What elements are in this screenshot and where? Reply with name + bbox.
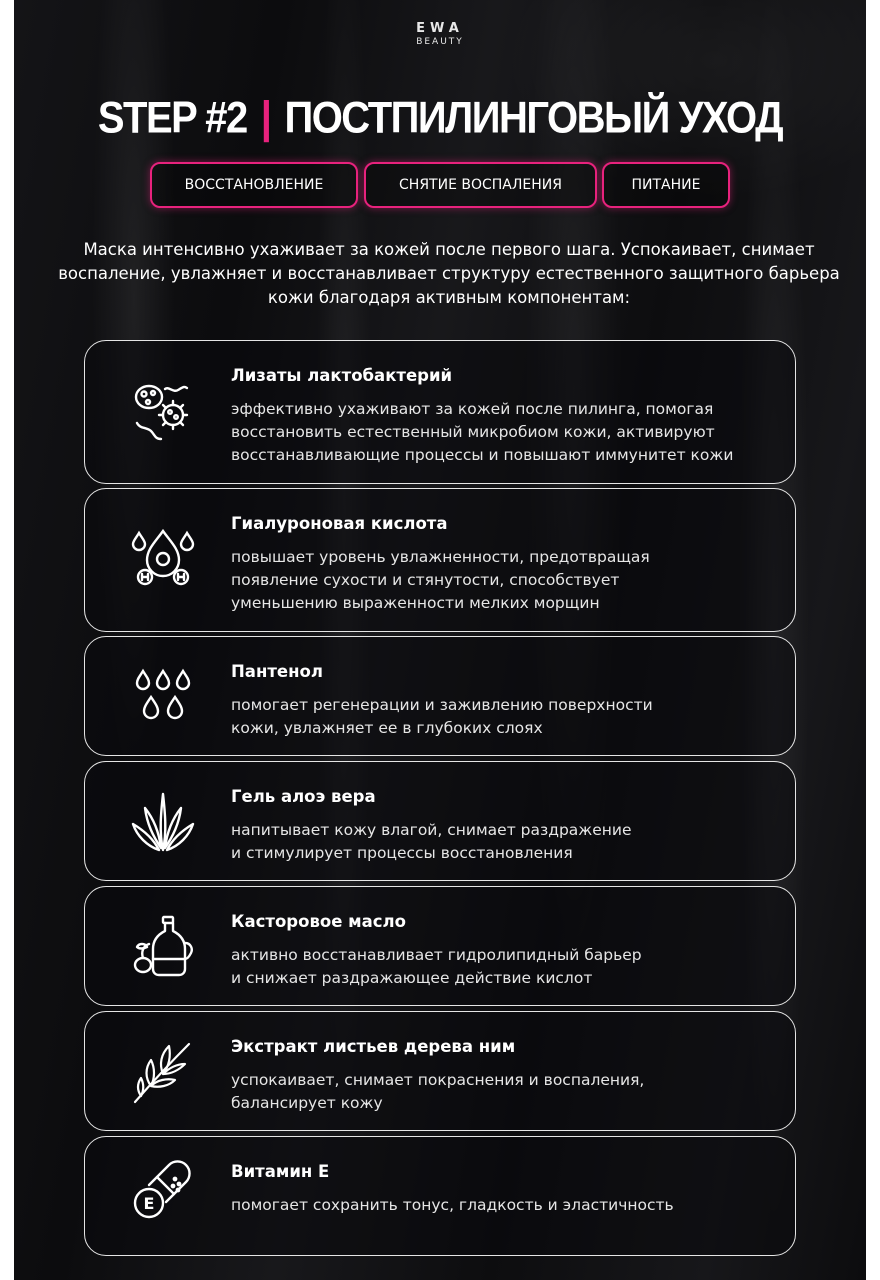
ingredient-card	[84, 886, 796, 1006]
title-separator: |	[260, 93, 271, 143]
ingredient-title: Экстракт листьев дерева ним	[231, 1037, 516, 1056]
title-text: ПОСТПИЛИНГОВЫЙ УХОД	[284, 93, 783, 143]
ingredient-card	[84, 488, 796, 632]
ingredient-description: помогает регенерации и заживлению поверхности кожи, увлажняет ее в глубоких слоях	[231, 696, 653, 737]
ingredient-description: помогает сохранить тонус, гладкость и эластичность	[231, 1196, 674, 1214]
ingredient-title: Гиалуроновая кислота	[231, 514, 448, 533]
tag-nutrition: ПИТАНИЕ	[602, 162, 730, 208]
step-label: STEP #2	[97, 93, 247, 143]
ingredient-card	[84, 636, 796, 756]
ingredient-title: Касторовое масло	[231, 912, 406, 931]
tag-inflammation-relief: СНЯТИЕ ВОСПАЛЕНИЯ	[364, 162, 597, 208]
ingredient-description: активно восстанавливает гидролипидный барьер и снижает раздражающее действие кислот	[231, 946, 642, 987]
bacteria-icon	[129, 377, 197, 445]
tag-restoration: ВОССТАНОВЛЕНИЕ	[150, 162, 358, 208]
ingredient-description: напитывает кожу влагой, снимает раздражение и стимулирует процессы восстановления	[231, 821, 632, 862]
page-background	[14, 0, 866, 1280]
water-molecule-icon	[129, 525, 197, 593]
ingredient-title: Лизаты лактобактерий	[231, 366, 453, 385]
ingredient-description: успокаивает, снимает покраснения и воспаления, балансирует кожу	[231, 1071, 645, 1112]
page-title	[14, 93, 866, 143]
ingredient-card	[84, 761, 796, 881]
intro-text: Маска интенсивно ухаживает за кожей после первого шага. Успокаивает, снимает воспаление, увлажняет и восстанавливает структуру естественного защитного барьера кожи благодаря активным компонентам:	[58, 240, 840, 307]
ingredient-card	[84, 1136, 796, 1256]
leaf-branch-icon	[129, 1038, 197, 1106]
ingredient-description: повышает уровень увлажненности, предотвращая появление сухости и стянутости, способствует уменьшению выраженности мелких морщин	[231, 548, 650, 612]
ingredient-description: эффективно ухаживают за кожей после пилинга, помогая восстановить естественный микробиом кожи, активируют восстанавливающие процессы и повышают иммунитет кожи	[231, 400, 734, 464]
ingredient-card	[84, 1011, 796, 1131]
ingredient-card	[84, 340, 796, 484]
vitamin-e-capsule-icon	[129, 1157, 197, 1225]
oil-bottle-icon	[129, 913, 197, 981]
brand-logo-sub: BEAUTY	[416, 37, 464, 47]
ingredient-title: Гель алоэ вера	[231, 787, 376, 806]
brand-logo	[14, 22, 866, 48]
vitamin-letter: E	[143, 1194, 155, 1213]
aloe-icon	[129, 788, 197, 856]
brand-logo-mark: EWA	[416, 21, 464, 36]
drops-icon	[129, 663, 197, 731]
ingredient-title: Пантенол	[231, 662, 323, 681]
ingredient-title: Витамин Е	[231, 1162, 330, 1181]
